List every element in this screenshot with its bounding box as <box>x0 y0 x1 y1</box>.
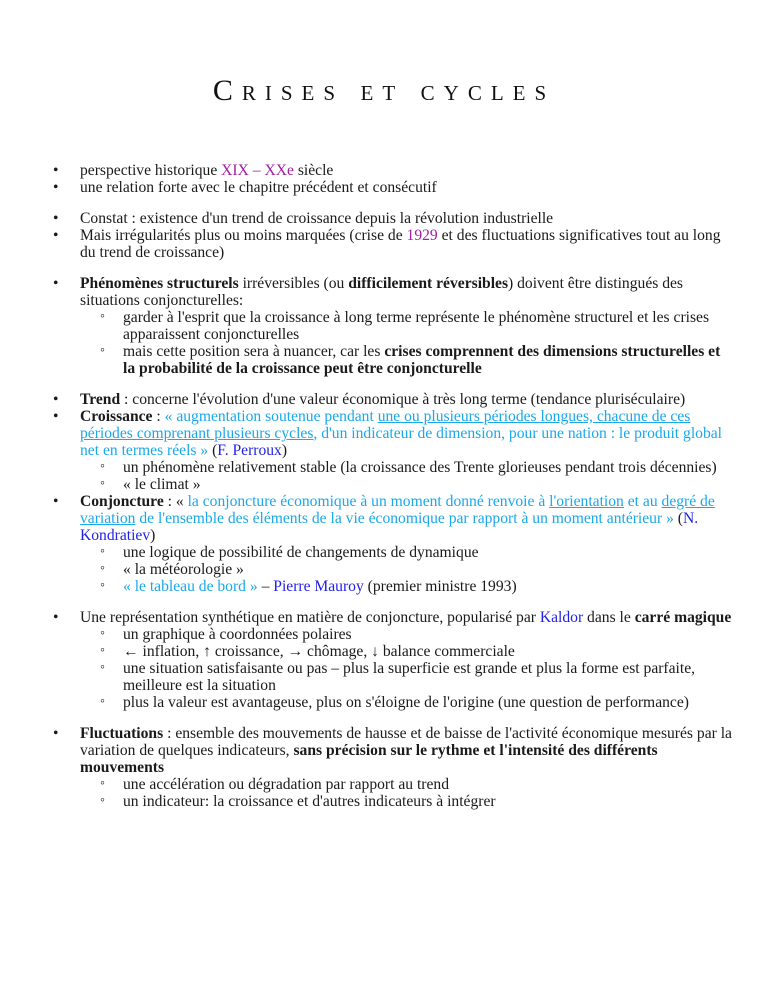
text-segment: (premier ministre 1993) <box>363 578 517 595</box>
quote-text: , d'un indicateur de dimension, pour une nation : le produit global net en termes réels » <box>80 425 723 459</box>
text-segment: Constat : existence d'un trend de croissance depuis la révolution industrielle <box>80 210 554 227</box>
underlined-quote: une ou plusieurs périodes longues, chacune de ces périodes comprenant plusieurs cycles <box>80 408 691 442</box>
sub-list-item <box>96 776 733 793</box>
sub-list-item <box>96 561 733 578</box>
page-title: Crises et cycles <box>212 74 556 107</box>
text-segment: dans le <box>583 609 635 626</box>
text-segment: ( <box>208 442 218 459</box>
text-segment: plus la valeur est avantageuse, plus on s'éloigne de l'origine (une question de performance) <box>123 694 689 711</box>
text-segment: « la météorologie » <box>123 561 244 578</box>
bold-term: Conjoncture <box>80 493 164 510</box>
bold-term: difficilement réversibles <box>348 275 509 292</box>
author-name: N. Kondratiev <box>80 510 699 544</box>
text-segment: : concerne l'évolution d'une valeur économique à très long terme (tendance pluriséculaire) <box>120 391 686 408</box>
underlined-quote: degré de variation <box>80 493 715 527</box>
text-segment: : « <box>163 493 188 510</box>
sub-list-item <box>96 343 733 377</box>
sub-list <box>80 459 733 493</box>
text-segment: : ensemble des mouvements de hausse et de baisse de l'activité économique mesurés par la variation de quelques indicateurs, <box>80 725 732 759</box>
quote-text: la conjoncture économique à un moment donné renvoie à <box>187 493 550 510</box>
sub-list <box>80 544 733 595</box>
list-item <box>53 609 733 711</box>
underlined-quote: l'orientation <box>549 493 624 510</box>
bold-term: carré magique <box>634 609 732 626</box>
text-segment: perspective historique <box>80 162 222 179</box>
text-segment: un indicateur: la croissance et d'autres indicateurs à intégrer <box>123 793 496 810</box>
text-segment: ) doivent être distingués des situations conjoncturelles: <box>80 275 683 309</box>
sub-list-item <box>96 578 733 595</box>
sub-list <box>80 776 733 810</box>
bullet-group <box>53 162 733 196</box>
text-segment: une relation forte avec le chapitre précédent et consécutif <box>80 179 437 196</box>
bold-term: crises comprennent des dimensions structurelles et la probabilité de la croissance peut être conjoncturelle <box>123 343 721 377</box>
text-segment: garder à l'esprit que la croissance à long terme représente le phénomène structurel et les crises apparaissent conjoncturelles <box>123 309 710 343</box>
quote-text: et au <box>623 493 662 510</box>
text-segment: ( <box>673 510 683 527</box>
sub-list-item <box>96 309 733 343</box>
text-segment: un graphique à coordonnées polaires <box>123 626 352 643</box>
text-segment: ) <box>150 527 156 544</box>
text-segment: une situation satisfaisante ou pas – plus la superficie est grande et plus la forme est parfaite, meilleure est la situation <box>123 660 696 694</box>
document-body <box>53 162 733 824</box>
sub-list-item <box>96 544 733 561</box>
bullet-group <box>53 725 733 810</box>
text-segment: « le climat » <box>123 476 201 493</box>
text-segment: siècle <box>293 162 334 179</box>
text-segment: mais cette position sera à nuancer, car les <box>123 343 385 360</box>
bullet-group <box>53 391 733 595</box>
sub-list-item <box>96 626 733 643</box>
text-segment: une logique de possibilité de changements de dynamique <box>123 544 479 561</box>
text-segment: Mais irrégularités plus ou moins marquées (crise de <box>80 227 407 244</box>
author-name: Kaldor <box>539 609 584 626</box>
highlighted-date: 1929 <box>406 227 438 244</box>
list-item <box>53 493 733 595</box>
bold-term: Croissance <box>80 408 153 425</box>
list-item <box>53 179 733 196</box>
text-segment: ) <box>281 442 288 459</box>
list-item <box>53 227 733 261</box>
quote-text: de l'ensemble des éléments de la vie économique par rapport à un moment antérieur » <box>135 510 674 527</box>
list-item <box>53 725 733 810</box>
sub-list-item <box>96 476 733 493</box>
text-segment: une accélération ou dégradation par rapport au trend <box>123 776 450 793</box>
text-segment: – <box>257 578 274 595</box>
text-segment: : <box>152 408 165 425</box>
text-segment: irréversibles (ou <box>238 275 349 292</box>
list-item <box>53 162 733 179</box>
bullet-group <box>53 210 733 261</box>
list-item <box>53 275 733 377</box>
text-segment: ← inflation, ↑ croissance, → chômage, ↓ balance commerciale <box>123 643 515 660</box>
sub-list <box>80 626 733 711</box>
sub-list-item <box>96 694 733 711</box>
bullet-group <box>53 609 733 711</box>
author-name: F. Perroux <box>217 442 282 459</box>
bullet-group <box>53 275 733 377</box>
list-item <box>53 408 733 493</box>
sub-list <box>80 309 733 377</box>
list-item <box>53 210 733 227</box>
highlighted-date: XIX – XXe <box>221 162 294 179</box>
quote-text: « le tableau de bord » <box>123 578 258 595</box>
bold-term: Fluctuations <box>80 725 164 742</box>
sub-list-item <box>96 793 733 810</box>
author-name: Pierre Mauroy <box>273 578 364 595</box>
quote-text: « augmentation soutenue pendant <box>164 408 378 425</box>
bold-term: sans précision sur le rythme et l'intensité des différents mouvements <box>80 742 658 776</box>
sub-list-item <box>96 459 733 476</box>
bold-term: Trend <box>80 391 121 408</box>
text-segment: un phénomène relativement stable (la croissance des Trente glorieuses pendant trois décennies) <box>123 459 717 476</box>
text-segment: Une représentation synthétique en matière de conjoncture, popularisé par <box>80 609 540 626</box>
sub-list-item <box>96 660 733 694</box>
list-item <box>53 391 733 408</box>
bold-term: Phénomènes structurels <box>80 275 239 292</box>
text-segment: et des fluctuations significatives tout au long du trend de croissance) <box>80 227 721 261</box>
sub-list-item <box>96 643 733 660</box>
